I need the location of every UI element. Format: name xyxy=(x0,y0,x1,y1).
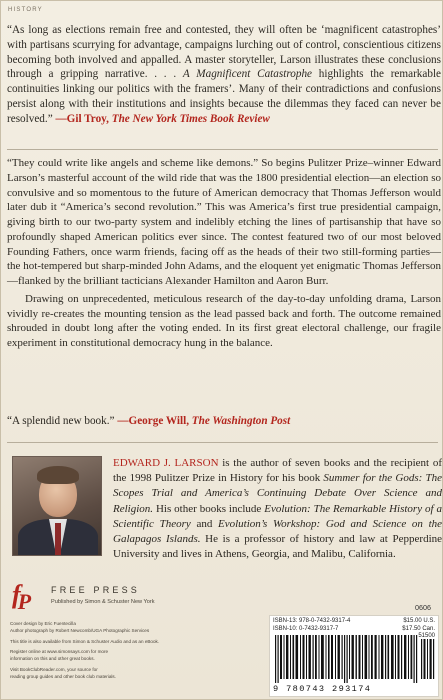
isbn-block: ISBN-13: 978-0-7432-9317-4 ISBN-10: 0-7432-9317-7 xyxy=(273,618,351,632)
barcode-digits: 9 780743 293174 xyxy=(273,684,372,694)
review-attribution: —Gil Troy, The New York Times Book Review xyxy=(55,112,270,125)
bio-book-3: Evolution’s Workshop: God and Science on the Galapagos Islands. xyxy=(113,517,443,546)
free-press-logo: $f_P$ xyxy=(12,580,32,614)
print-code: 0606 xyxy=(415,603,431,612)
divider-top xyxy=(7,149,438,150)
review-quote-body: “As long as elections remain free and contested, they will often be ‘magnificent catastrophes’ with partisans scurrying for advantage, campaigns lurching out of control, conscientious citizens becoming both involved and appalled. A master storyteller, Larson illustrates these conclusions through a gripping narrative. . . . xyxy=(7,24,441,81)
author-name: EDWARD J. LARSON xyxy=(113,457,219,469)
review-quote-troy xyxy=(7,23,441,127)
description-paragraph-1: “They could write like angels and scheme like demons.” So begins Pulitzer Prize–winner Edward Larson’s masterful account of the wild ride that was the 1800 presidential election—an election so convulsive and so momentous to the future of American democracy that Thomas Jefferson would later dub it “America’s second revolution.” This was America’s first true presidential campaign, giving birth to our two-party system and indelibly etching the lines of partisanship that have so profoundly shaped American politics ever since. The contest featured two of our most beloved Founding Fathers, once warm friends, facing off as the heads of their two still-forming parties—the hot-tempered but sharp-minded John Adams, and the eloquent yet enigmatic Thomas Jefferson—flanked by the brilliant tacticians Alexander Hamilton and Aaron Burr. xyxy=(7,157,441,287)
will-quote-text: “A splendid new book.” xyxy=(7,415,115,427)
will-attribution: —George Will, The Washington Post xyxy=(117,415,291,427)
publisher-line: Published by Simon & Schuster New York xyxy=(51,599,155,605)
review-quote-will xyxy=(7,414,441,428)
review-quote-body-2: highlights the remarkable continuities linking our politics with the framers’. Many of their contradictions and confusions persist along with their institutions and insights because the dilemmas they faced can never be resolved.” xyxy=(7,68,442,125)
bio-book-2: Evolution: The Remarkable History of a Scientific Theory xyxy=(113,502,443,530)
isbn-barcode xyxy=(273,635,437,683)
category-label: HISTORY xyxy=(8,7,43,13)
author-photo xyxy=(12,456,102,556)
review-quote-book-title: A Magnificent Catastrophe xyxy=(182,68,313,81)
divider-bottom xyxy=(7,442,438,443)
credits-block: Cover design by Eric Fuentecilla Author photograph by Robert Newcomb/UGA Photographic Services This title is also available from Simon & Schuster Audio and as an eBook. Register online at www.simonsays.com for more information on this and other great books. Visit BookClubReader.com, your source for reading group guides and other book club materials. xyxy=(10,621,160,679)
author-bio: EDWARD J. LARSON is the author of seven books and the recipient of the 1998 Pulitzer Prize in History for his book Summer for the Gods: The Scopes Trial and America’s Continuing Debate Over Science and Religion. His other books include Evolution: The Remarkable History of a Scientific Theory and Evolution’s Workshop: God and Science on the Galapagos Islands. He is a professor of history and law at Pepperdine University and lives in Athens, Georgia, and Malibu, California. xyxy=(113,457,443,561)
bio-book-1: Summer for the Gods: The Scopes Trial and America’s Continuing Debate Over Science and Religion. xyxy=(113,472,442,515)
price-block: $15.00 U.S. $17.50 Can. 51500 xyxy=(402,618,435,639)
publisher-name: FREE PRESS xyxy=(51,585,141,595)
description-paragraph-2: Drawing on unprecedented, meticulous research of the day-to-day unfolding drama, Larson vividly re-creates the mounting tension as the lead passed back and forth. The outcome remained shrouded in doubt long after the voting ended. In its first great electoral challenge, our fragile experiment in constitutional democracy hung in the balance. xyxy=(7,292,441,349)
book-description xyxy=(7,156,441,351)
